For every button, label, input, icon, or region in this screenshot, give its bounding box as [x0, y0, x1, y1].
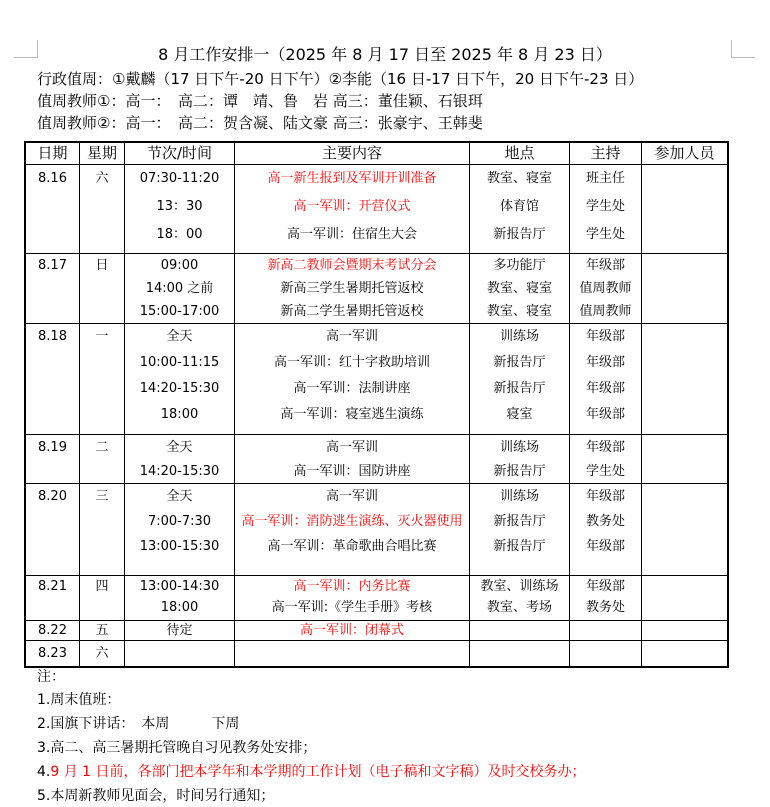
table-body [26, 164, 727, 666]
column-header-6: 参加人员 [641, 143, 727, 164]
participants-cell [641, 165, 727, 253]
weekday-text: 日 [95, 258, 109, 273]
column-header-5: 主持 [569, 143, 641, 164]
host-line: 值周教师 [579, 281, 632, 296]
date-text: 8.16 [38, 171, 67, 186]
weekday-text: 二 [95, 440, 109, 455]
host-line: 年级部 [585, 440, 625, 455]
date-cell [26, 165, 79, 253]
location-line: 训练场 [499, 440, 539, 455]
content-line: 高一军训：法制讲座 [293, 381, 411, 396]
content-line: 高一军训：住宿生大会 [286, 227, 417, 242]
weekday-cell [79, 484, 124, 575]
host-cell [569, 621, 641, 640]
table-row [26, 434, 727, 483]
date-text: 8.19 [38, 440, 67, 455]
participants-cell [641, 641, 727, 666]
table-row [26, 164, 727, 253]
note-item-4 [37, 760, 762, 784]
column-header-3: 主要内容 [234, 143, 469, 164]
column-header-2: 节次/时间 [124, 143, 234, 164]
time-line: 18:00 [160, 600, 199, 615]
host-cell [569, 576, 641, 620]
host-line: 年级部 [585, 407, 625, 422]
location-line: 教室、训练场 [480, 579, 559, 594]
content-line: 高一军训：红十字救助培训 [273, 355, 430, 370]
content-line: 高一军训：国防讲座 [293, 464, 411, 479]
location-line: 新报告厅 [493, 227, 546, 242]
time-line: 13：30 [156, 199, 203, 214]
location-line: 教室、寝室 [486, 281, 552, 296]
time-line: 13:00-14:30 [139, 579, 220, 594]
content-cell [234, 165, 469, 253]
location-cell [469, 254, 569, 323]
weekday-cell [79, 435, 124, 483]
weekday-text: 三 [95, 489, 109, 504]
location-cell [469, 324, 569, 434]
host-line: 班主任 [585, 171, 625, 186]
host-line: 学生处 [585, 464, 625, 479]
weekday-cell [79, 254, 124, 323]
weekday-text: 一 [95, 329, 109, 344]
table-row [26, 620, 727, 640]
schedule-table [24, 141, 729, 668]
weekday-cell [79, 621, 124, 640]
content-line: 高一军训：革命歌曲合唱比赛 [267, 539, 437, 554]
host-line: 学生处 [585, 227, 625, 242]
location-line: 体育馆 [499, 199, 539, 214]
content-line: 新高三学生暑期托管返校 [280, 281, 424, 296]
time-line: 09:00 [160, 258, 199, 273]
note-prefix: 2. [37, 716, 51, 732]
content-cell [234, 435, 469, 483]
content-line: 高一军训 [325, 440, 378, 455]
time-cell [124, 484, 234, 575]
duty-teachers-2-line: 值周教师②：高一： 高二：贺含凝、陆文豪 高三：张豪宇、王韩斐 [37, 114, 483, 132]
time-line: 18：00 [156, 227, 203, 242]
location-cell [469, 621, 569, 640]
weekday-cell [79, 576, 124, 620]
date-text: 8.22 [38, 623, 67, 638]
time-cell [124, 324, 234, 434]
date-cell [26, 484, 79, 575]
weekday-text: 四 [95, 579, 109, 594]
note-item-3 [37, 736, 762, 760]
content-cell [234, 484, 469, 575]
time-line: 14:00 之前 [145, 281, 214, 296]
date-text: 8.18 [38, 329, 67, 344]
host-line: 学生处 [585, 199, 625, 214]
note-text: 国旗下讲话： 本周 下周 [50, 716, 240, 732]
note-text: 9 月 1 日前，各部门把本学年和本学期的工作计划（电子稿和文字稿）及时交校务办； [50, 764, 586, 780]
content-line: 新高二教师会暨期末考试分会 [267, 258, 437, 273]
content-cell [234, 324, 469, 434]
time-line: 待定 [166, 623, 193, 638]
location-cell [469, 435, 569, 483]
note-prefix: 4. [37, 764, 51, 780]
content-cell [234, 576, 469, 620]
date-cell [26, 324, 79, 434]
content-line: 高一军训：开营仪式 [293, 199, 411, 214]
table-row [26, 253, 727, 323]
content-line: 高一军训：消防逃生演练、灭火器使用 [241, 514, 463, 529]
time-cell [124, 641, 234, 666]
weekday-text: 六 [95, 171, 109, 186]
note-prefix: 3. [37, 740, 51, 756]
time-line: 07:30-11:20 [139, 171, 220, 186]
document-title: 8 月工作安排一（2025 年 8 月 17 日至 2025 年 8 月 23 日） [158, 45, 612, 64]
host-line: 教务处 [585, 600, 625, 615]
participants-cell [641, 324, 727, 434]
weekday-text: 五 [95, 623, 109, 638]
location-line: 多功能厅 [493, 258, 546, 273]
host-line: 年级部 [585, 381, 625, 396]
date-cell [26, 576, 79, 620]
time-line: 7:00-7:30 [147, 514, 212, 529]
note-item-2 [37, 712, 762, 736]
notes-section [37, 666, 762, 807]
time-line: 18:00 [160, 407, 199, 422]
location-cell [469, 576, 569, 620]
time-line: 全天 [166, 489, 193, 504]
date-text: 8.21 [38, 579, 67, 594]
content-line: 高一军训：闭幕式 [299, 623, 404, 638]
note-prefix: 1. [37, 692, 51, 708]
host-cell [569, 435, 641, 483]
content-line: 高一军训:《学生手册》考核 [271, 600, 433, 615]
time-line: 10:00-11:15 [139, 355, 220, 370]
location-cell [469, 641, 569, 666]
weekday-cell [79, 641, 124, 666]
weekday-cell [79, 324, 124, 434]
location-line: 新报告厅 [493, 464, 546, 479]
participants-cell [641, 484, 727, 575]
content-line: 高一军训 [325, 489, 378, 504]
admin-duty-line: 行政值周：①戴麟（17 日下午-20 日下午）②李能（16 日-17 日下午，20 日下午-23 日） [37, 70, 644, 88]
content-line: 高一军训：寝室逃生演练 [280, 407, 424, 422]
time-cell [124, 165, 234, 253]
host-line: 年级部 [585, 329, 625, 344]
location-line: 寝室 [506, 407, 533, 422]
time-line: 全天 [166, 440, 193, 455]
table-header-row [26, 143, 727, 164]
time-cell [124, 254, 234, 323]
time-cell [124, 621, 234, 640]
time-line: 15:00-17:00 [139, 304, 220, 319]
location-line: 训练场 [499, 329, 539, 344]
content-line: 高一军训：内务比赛 [293, 579, 411, 594]
host-cell [569, 165, 641, 253]
date-cell [26, 621, 79, 640]
time-line: 14:20-15:30 [139, 381, 220, 396]
content-cell [234, 254, 469, 323]
note-item-5 [37, 784, 762, 807]
participants-cell [641, 254, 727, 323]
host-line: 值周教师 [579, 304, 632, 319]
weekday-cell [79, 165, 124, 253]
table-row [26, 640, 727, 666]
column-header-1: 星期 [79, 143, 124, 164]
location-line: 新报告厅 [493, 514, 546, 529]
host-line: 年级部 [585, 489, 625, 504]
host-cell [569, 324, 641, 434]
content-cell [234, 641, 469, 666]
time-cell [124, 435, 234, 483]
host-cell [569, 484, 641, 575]
note-item-1 [37, 688, 762, 712]
time-cell [124, 576, 234, 620]
time-line: 全天 [166, 329, 193, 344]
note-text: 高二、高三暑期托管晚自习见教务处安排； [50, 740, 317, 756]
location-line: 训练场 [499, 489, 539, 504]
content-line: 高一军训 [325, 329, 378, 344]
content-line: 新高二学生暑期托管返校 [280, 304, 424, 319]
host-line: 年级部 [585, 539, 625, 554]
date-cell [26, 254, 79, 323]
location-cell [469, 165, 569, 253]
duty-teachers-1-line: 值周教师①：高一： 高二：谭 靖、鲁 岩 高三：董佳颖、石银珥 [37, 92, 483, 110]
weekday-text: 六 [95, 646, 109, 661]
content-cell [234, 621, 469, 640]
table-row [26, 575, 727, 620]
location-line: 新报告厅 [493, 355, 546, 370]
host-cell [569, 254, 641, 323]
date-cell [26, 641, 79, 666]
date-text: 8.23 [38, 646, 67, 661]
host-line: 年级部 [585, 355, 625, 370]
location-line: 教室、寝室 [486, 304, 552, 319]
table-row [26, 483, 727, 575]
time-line: 14:20-15:30 [139, 464, 220, 479]
location-line: 新报告厅 [493, 381, 546, 396]
host-cell [569, 641, 641, 666]
notes-list [37, 688, 762, 807]
notes-label: 注： [37, 669, 65, 685]
participants-cell [641, 435, 727, 483]
note-text: 本周新教师见面会，时间另行通知； [50, 788, 275, 804]
host-line: 年级部 [585, 579, 625, 594]
participants-cell [641, 621, 727, 640]
host-line: 教务处 [585, 514, 625, 529]
column-header-4: 地点 [469, 143, 569, 164]
note-prefix: 5. [37, 788, 51, 804]
date-text: 8.17 [38, 258, 67, 273]
participants-cell [641, 576, 727, 620]
location-cell [469, 484, 569, 575]
time-line: 13:00-15:30 [139, 539, 220, 554]
content-line: 高一新生报到及军训开训准备 [267, 171, 437, 186]
location-line: 教室、寝室 [486, 171, 552, 186]
date-cell [26, 435, 79, 483]
date-text: 8.20 [38, 489, 67, 504]
location-line: 教室、考场 [486, 600, 552, 615]
table-row [26, 323, 727, 434]
location-line: 新报告厅 [493, 539, 546, 554]
note-text: 周末值班： [50, 692, 121, 708]
host-line: 年级部 [585, 258, 625, 273]
column-header-0: 日期 [37, 144, 68, 162]
